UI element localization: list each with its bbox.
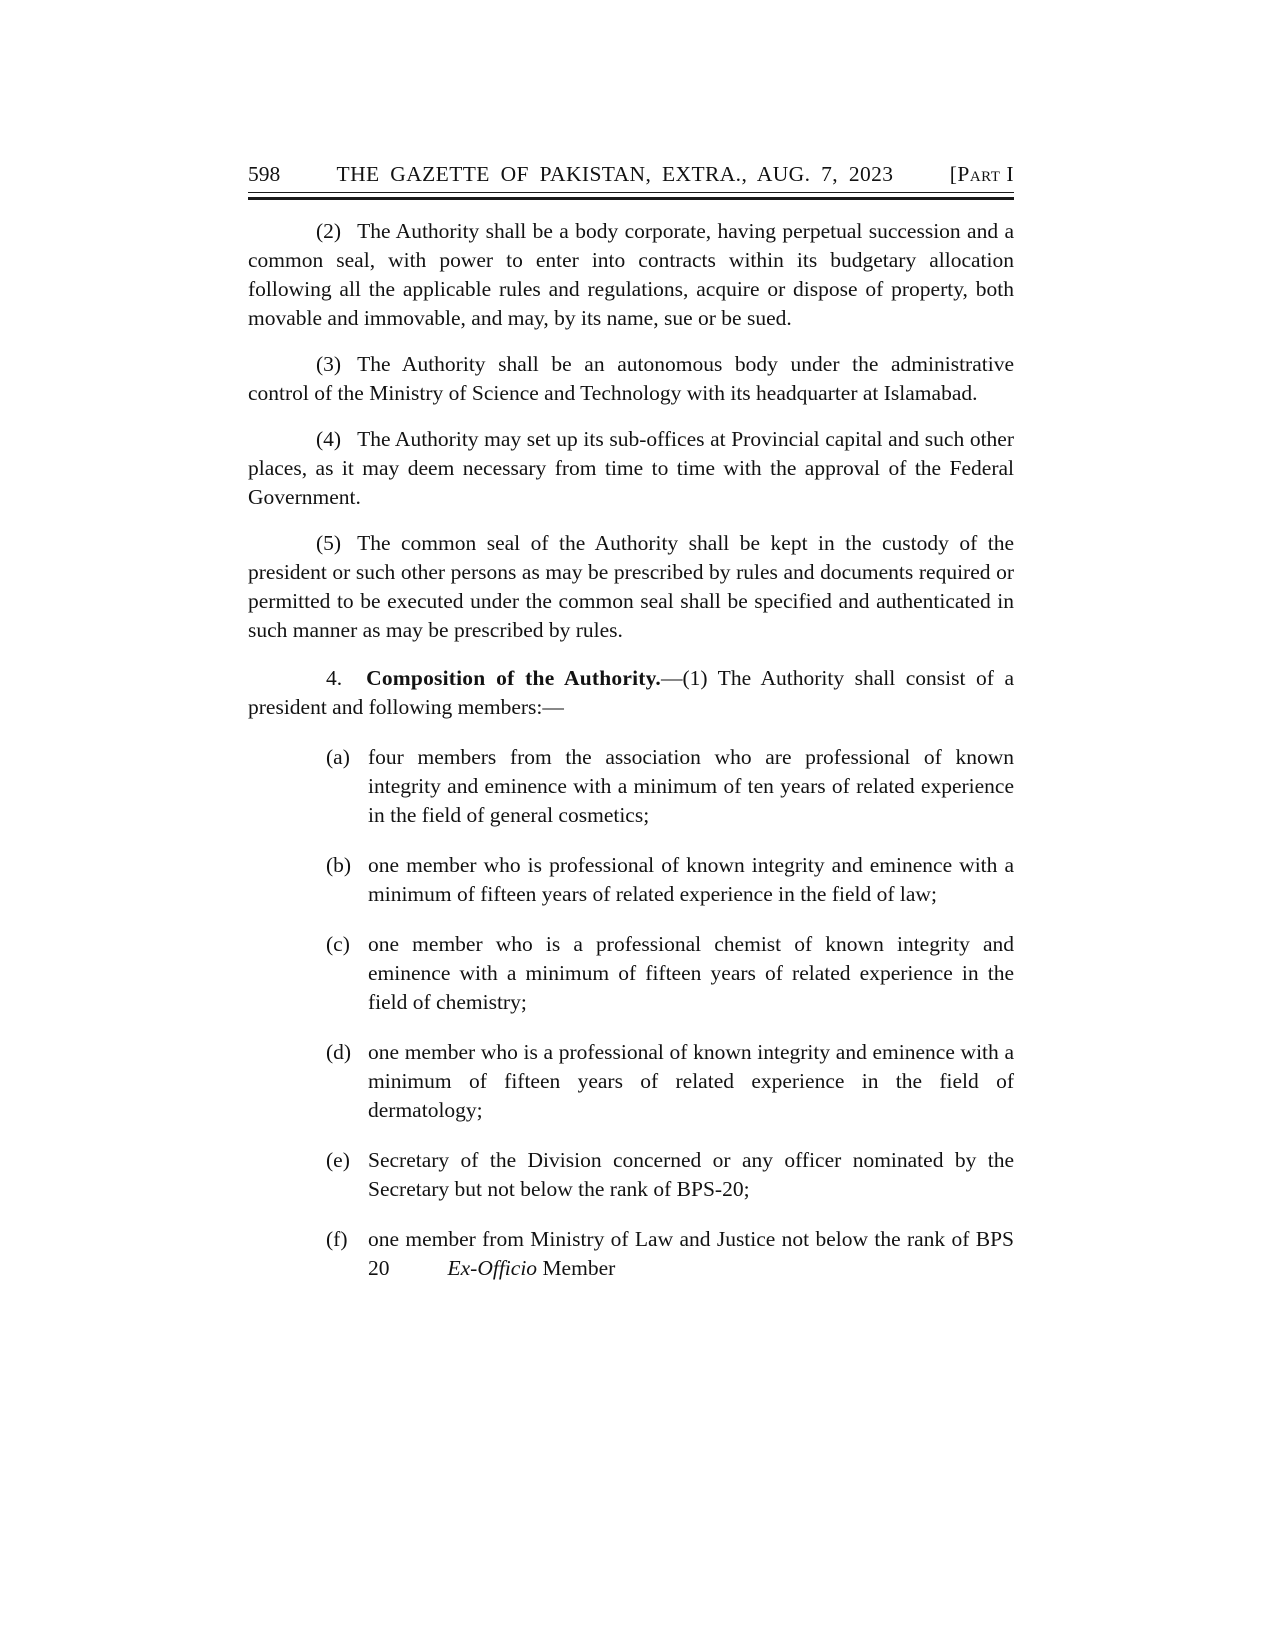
list-item-text: Secretary of the Division concerned or any officer nominated by the Secretary but not below the rank of BPS-20;: [368, 1148, 1014, 1201]
list-item-label: (a): [326, 745, 350, 769]
page-number: 598: [248, 162, 281, 186]
paragraph-number: (3): [316, 352, 342, 376]
list-item-label: (c): [326, 932, 350, 956]
paragraph-2: [248, 217, 1014, 333]
list-item-label: (e): [326, 1148, 350, 1172]
list-item-d: [326, 1038, 1014, 1125]
list-item-text: one member who is a professional chemist of known integrity and eminence with a minimum of fifteen years of related experience in the field of chemistry;: [368, 932, 1014, 1014]
list-item-label: (f): [326, 1227, 348, 1251]
section-title-bold: Composition of the Authority.: [366, 666, 661, 690]
paragraph-number: (5): [316, 531, 342, 555]
paragraph-3: [248, 350, 1014, 408]
section-4-heading: [248, 664, 1014, 722]
list-item-b: [326, 851, 1014, 909]
header-rule: [248, 192, 1014, 200]
paragraph-4: [248, 425, 1014, 512]
page-content: [248, 160, 1014, 1283]
section-text: —(1) The Authority shall consist of a president and following members:—: [248, 666, 1014, 719]
list-item-text: one member from Ministry of Law and Justice not below the rank of BPS 20: [368, 1227, 1014, 1280]
member-text: Member: [542, 1256, 616, 1280]
paragraph-text: The common seal of the Authority shall be kept in the custody of the president or such other persons as may be prescribed by rules and documents required or permitted to be executed under the common seal shall be specified and authenticated in such manner as may be prescribed by rules.: [248, 531, 1014, 642]
list-item-f: [326, 1225, 1014, 1283]
list-item-label: (b): [326, 853, 352, 877]
paragraph-text: The Authority shall be a body corporate, having perpetual succession and a common seal, with power to enter into contracts within its budgetary allocation following all the applicable rules and regulations, acquire or dispose of property, both movable and immovable, and may, by its name, sue or be sued.: [248, 219, 1014, 330]
paragraph-number: (4): [316, 427, 342, 451]
list-item-c: [326, 930, 1014, 1017]
header-title: THE GAZETTE OF PAKISTAN, EXTRA., AUG. 7, 2023: [336, 162, 894, 186]
list-item-label: (d): [326, 1040, 352, 1064]
list-item-text: one member who is professional of known integrity and eminence with a minimum of fifteen years of related experience in the field of law;: [368, 853, 1014, 906]
list-item-text: one member who is a professional of known integrity and eminence with a minimum of fifteen years of related experience in the field of dermatology;: [368, 1040, 1014, 1122]
paragraph-text: The Authority shall be an autonomous body under the administrative control of the Ministry of Science and Technology with its headquarter at Islamabad.: [248, 352, 1014, 405]
section-number: 4.: [326, 666, 343, 690]
list-item-e: [326, 1146, 1014, 1204]
header-part-label: [Part I: [949, 162, 1014, 186]
list-item-text: four members from the association who are professional of known integrity and eminence with a minimum of ten years of related experience in the field of general cosmetics;: [368, 745, 1014, 827]
list-item-a: [326, 743, 1014, 830]
paragraph-number: (2): [316, 219, 342, 243]
ex-officio-italic: Ex-Officio: [447, 1256, 538, 1280]
paragraph-text: The Authority may set up its sub-offices at Provincial capital and such other places, as it may deem necessary from time to time with the approval of the Federal Government.: [248, 427, 1014, 509]
running-header: [248, 160, 1014, 189]
paragraph-5: [248, 529, 1014, 645]
